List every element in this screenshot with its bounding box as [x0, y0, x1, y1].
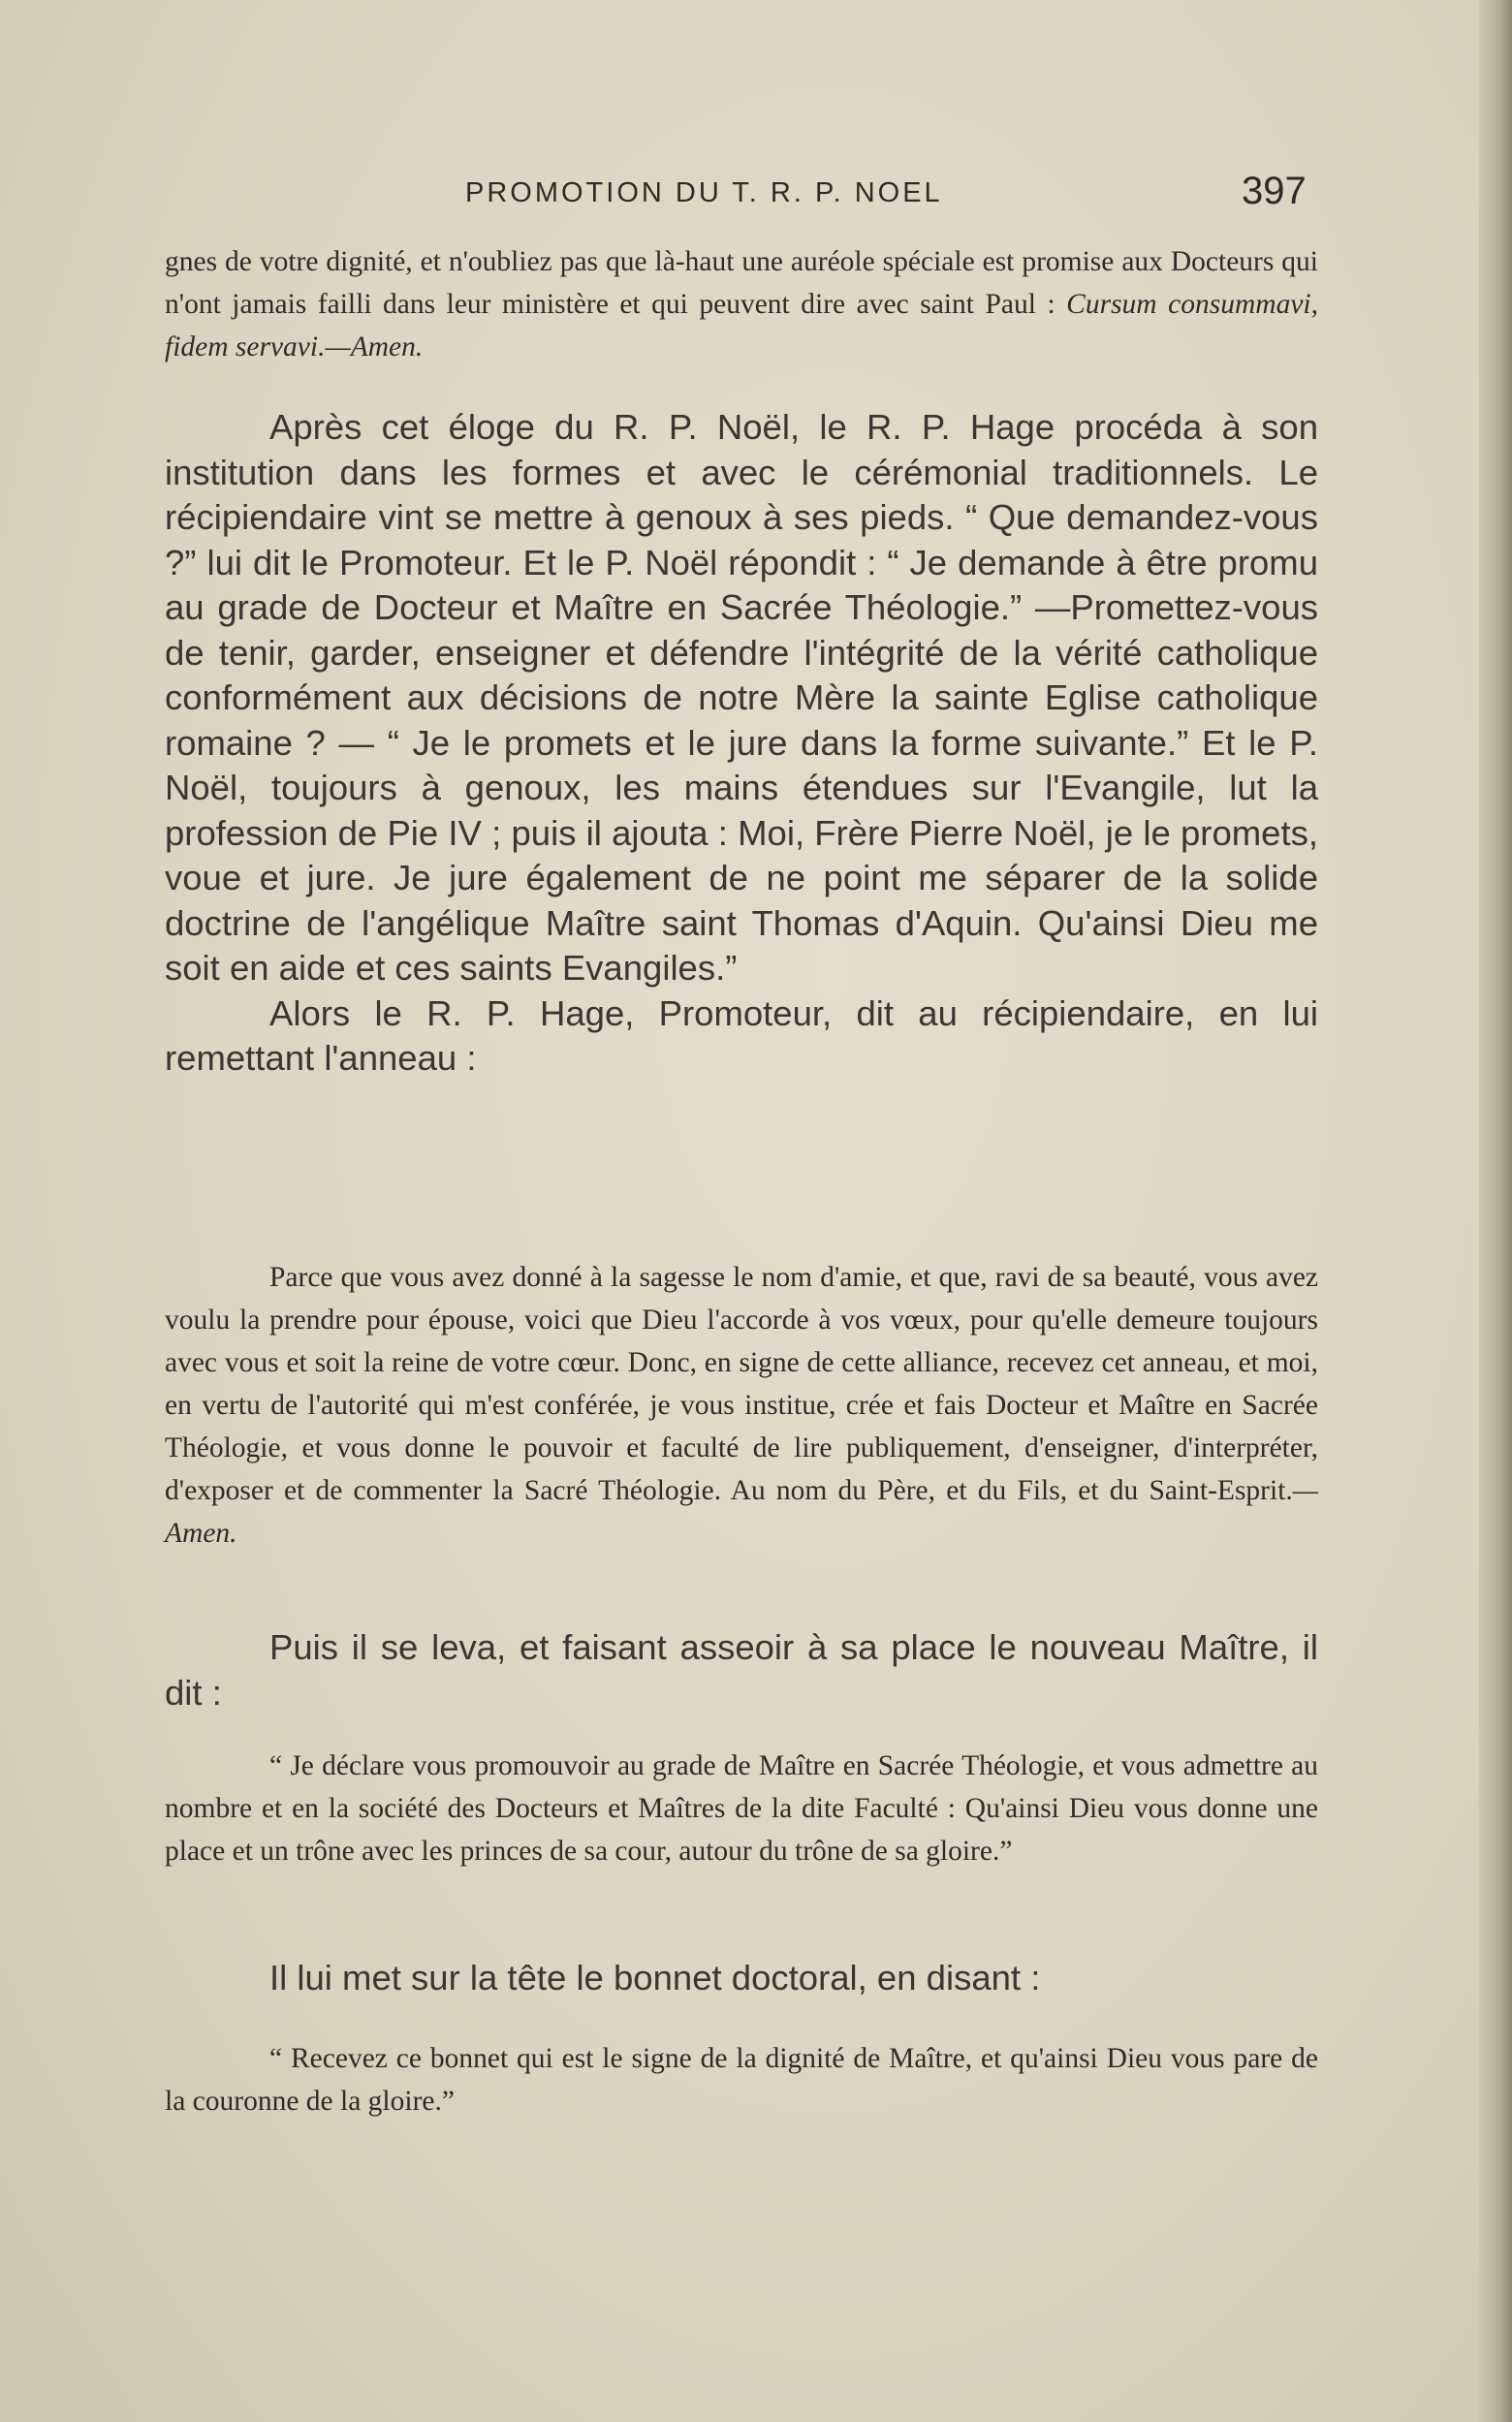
bonnet-intro: Il lui met sur la tête le bonnet doctoral, en disant : — [269, 1958, 1041, 1997]
bonnet-intro-block — [165, 1956, 1318, 2001]
page-header — [0, 170, 1512, 228]
continuation-paragraph — [165, 240, 1318, 368]
bonnet-quote-block — [165, 2037, 1318, 2123]
book-spine-shadow — [1479, 0, 1512, 2422]
running-title: PROMOTION DU T. R. P. NOEL — [465, 177, 943, 208]
ring-quote-paragraph — [165, 1256, 1318, 1555]
seat-quote: “ Je déclare vous promouvoir au grade de Maître en Sacrée Théologie, et vous admettre au nombre et en la société des Docteurs et Maîtres de la dite Faculté : Qu'ainsi Dieu vous donne une place et un trône avec les princes de sa cour, autour du trône de sa gloire.” — [165, 1750, 1318, 1867]
narrative-block — [165, 405, 1318, 1082]
seat-intro: Puis il se leva, et faisant asseoir à sa place le nouveau Maître, il dit : — [165, 1627, 1318, 1713]
page-number: 397 — [1242, 170, 1307, 212]
narrative-paragraph-1: Après cet éloge du R. P. Noël, le R. P. Hage procéda à son institution dans les formes et avec le cérémonial traditionnels. Le récipiendaire vint se mettre à genoux à ses pieds. “ Que demandez-vous ?” lui dit le Promoteur. Et le P. Noël répondit : “ Je demande à être promu au grade de Docteur et Maître en Sacrée Théologie.” —Promettez-vous de tenir, garder, enseigner et défendre l'intégrité de la vérité catholique conformément aux décisions de notre Mère la sainte Eglise catholique romaine ? — “ Je le promets et le jure dans la forme suivante.” Et le P. Noël, toujours à genoux, les mains étendues sur l'Evangile, lut la profession de Pie IV ; puis il ajouta : Moi, Frère Pierre Noël, je le promets, voue et jure. Je jure également de ne point me séparer de la solide doctrine de l'angélique Maître saint Thomas d'Aquin. Qu'ainsi Dieu me soit en aide et ces saints Evangiles.” — [165, 407, 1318, 988]
latin-quote: Cursum consummavi, fidem servavi.—Amen. — [165, 289, 1318, 362]
narrative-paragraph-2: Alors le R. P. Hage, Promoteur, dit au récipiendaire, en lui remettant l'anneau : — [165, 992, 1318, 1078]
seat-intro-block — [165, 1625, 1318, 1715]
seat-quote-block — [165, 1745, 1318, 1872]
bonnet-quote: “ Recevez ce bonnet qui est le signe de la dignité de Maître, et qu'ainsi Dieu vous pare de la couronne de la gloire.” — [165, 2043, 1318, 2117]
continuation-text: gnes de votre dignité, et n'oubliez pas que là-haut une auréole spéciale est promise aux Docteurs qui n'ont jamais failli dans leur ministère et qui peuvent dire avec saint Paul : — [165, 246, 1318, 320]
ring-quote-amen: —Amen. — [165, 1475, 1318, 1549]
ring-quote-text: Parce que vous avez donné à la sagesse le nom d'amie, et que, ravi de sa beauté, vous avez voulu la prendre pour épouse, voici que Dieu l'accorde à vos vœux, pour qu'elle demeure toujours avec vous et soit la reine de votre cœur. Donc, en signe de cette alliance, recevez cet anneau, et moi, en vertu de l'autorité qui m'est conférée, je vous institue, crée et fais Docteur et Maître en Sacrée Théologie, et vous donne le pouvoir et faculté de lire publiquement, d'enseigner, d'interpréter, d'exposer et de commenter la Sacré Théologie. Au nom du Père, et du Fils, et du Saint-Esprit. — [165, 1262, 1318, 1506]
